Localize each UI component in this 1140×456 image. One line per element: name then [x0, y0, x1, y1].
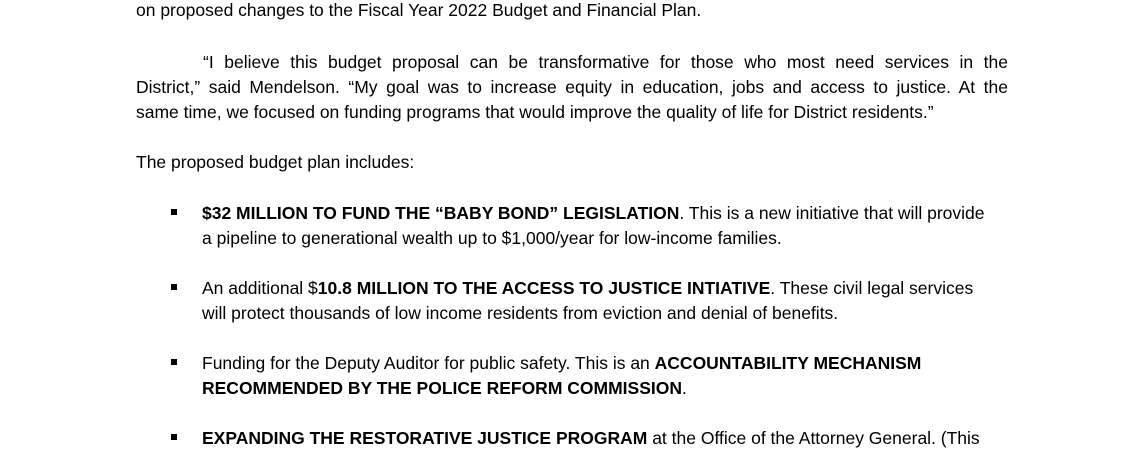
lead-in-line [136, 150, 414, 174]
intro-text: on proposed changes to the Fiscal Year 2022 Budget and Financial Plan. [136, 0, 702, 20]
bullet-2-bold: 10.8 MILLION TO THE ACCESS TO JUSTICE INTIATIVE [317, 278, 771, 298]
quote-text-2: District,” said Mendelson. “My goal was to increase equity in education, jobs and access to justice. At the [136, 77, 1008, 97]
bullet-3-pre: Funding for the Deputy Auditor for public safety. This is an [202, 353, 655, 373]
bullet-2-text-2: will protect thousands of low income residents from eviction and denial of benefits. [202, 303, 839, 323]
bullet-4-bold: EXPANDING THE RESTORATIVE JUSTICE PROGRAM [202, 428, 648, 448]
intro-line [136, 0, 701, 22]
quote-line-2 [136, 75, 1008, 99]
bullet-2-line-2 [202, 301, 838, 325]
bullet-marker-2 [171, 284, 177, 290]
bullet-1-line-2 [202, 226, 782, 250]
quote-text-3: same time, we focused on funding programs that would improve the quality of life for District residents.” [136, 102, 934, 122]
bullet-3-bold-2: RECOMMENDED BY THE POLICE REFORM COMMISSION [202, 378, 682, 398]
bullet-marker-3 [171, 359, 177, 365]
bullet-2-pre: An additional $ [202, 278, 318, 298]
quote-line-1 [203, 50, 1008, 74]
bullet-3-line-1 [202, 351, 921, 375]
bullet-marker-4 [171, 434, 177, 440]
bullet-4-rest: at the Office of the Attorney General. (This [647, 428, 980, 448]
bullet-1-bold: $32 MILLION TO FUND THE “BABY BOND” LEGISLATION [202, 203, 680, 223]
bullet-2-line-1 [202, 276, 973, 300]
quote-text-1: “I believe this budget proposal can be transformative for those who most need services in the [203, 52, 1008, 72]
bullet-4-line-1 [202, 426, 980, 450]
bullet-1-rest: . This is a new initiative that will provide [679, 203, 985, 223]
bullet-3-rest-2: . [681, 378, 687, 398]
bullet-2-rest: . These civil legal services [770, 278, 974, 298]
quote-line-3 [136, 100, 934, 124]
bullet-1-text-2: a pipeline to generational wealth up to $1,000/year for low-income families. [202, 228, 782, 248]
lead-in-text: The proposed budget plan includes: [136, 152, 415, 172]
bullet-3-bold: ACCOUNTABILITY MECHANISM [654, 353, 922, 373]
bullet-3-line-2 [202, 376, 687, 400]
bullet-1-line-1 [202, 201, 984, 225]
bullet-marker-1 [171, 209, 177, 215]
